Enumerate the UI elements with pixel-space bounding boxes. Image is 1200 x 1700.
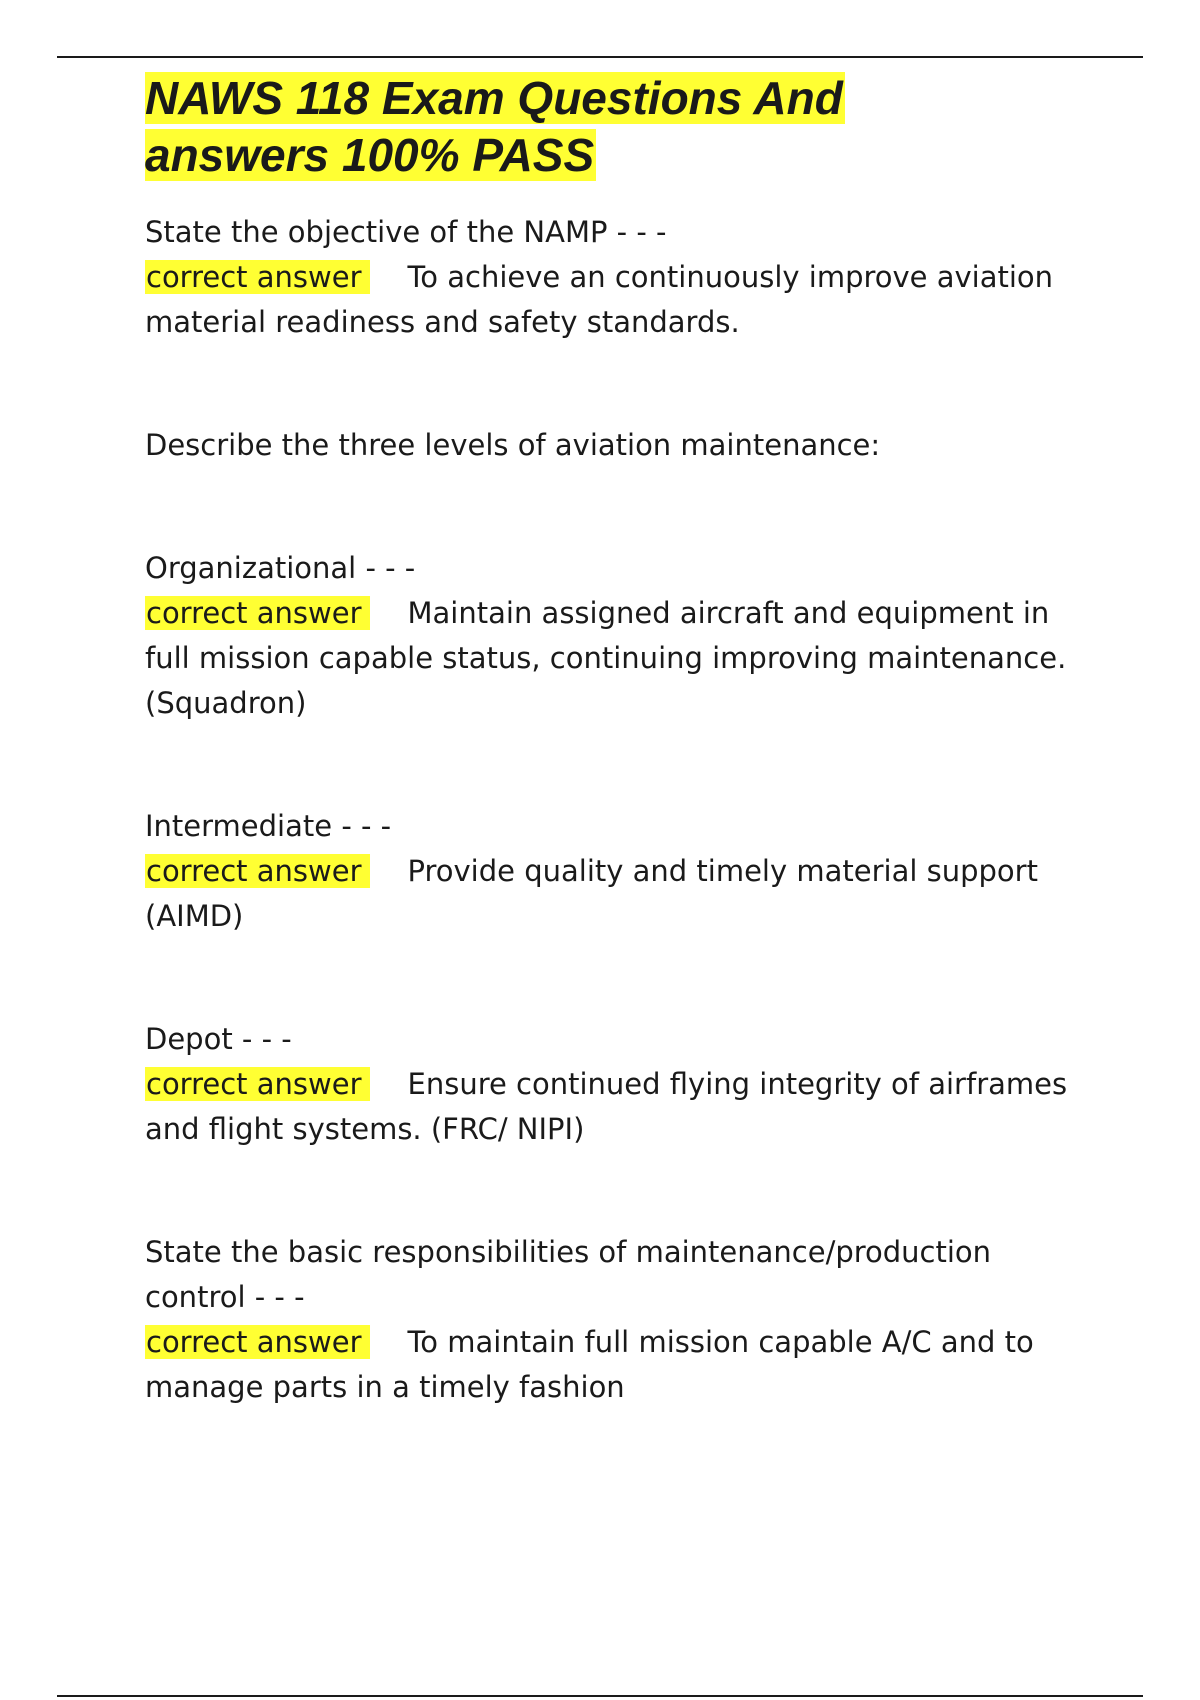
answer-block xyxy=(145,1320,1085,1410)
answer-marker: correct answer xyxy=(145,1067,370,1101)
document-body xyxy=(145,210,1085,1410)
answer-marker: correct answer xyxy=(145,1325,370,1359)
qa-item-namp-objective xyxy=(145,210,1085,345)
answer-block xyxy=(145,849,1085,939)
question-text: Depot - - - xyxy=(145,1022,292,1056)
answer-text: Maintain assigned aircraft and equipment in full mission capable status, continuing improving maintenance. (Squadron) xyxy=(145,596,1067,720)
bottom-rule xyxy=(57,1695,1143,1697)
qa-item-depot xyxy=(145,1017,1085,1152)
answer-block xyxy=(145,591,1085,726)
answer-text: Ensure continued flying integrity of airframes and flight systems. (FRC/ NIPI) xyxy=(145,1067,1068,1146)
heading-text: Describe the three levels of aviation maintenance: xyxy=(145,428,881,462)
answer-text: Provide quality and timely material support (AIMD) xyxy=(145,854,1038,933)
answer-block xyxy=(145,1062,1085,1152)
answer-block xyxy=(145,255,1085,345)
qa-item-production-control xyxy=(145,1230,1085,1410)
title-line-2: answers 100% PASS xyxy=(145,129,595,181)
answer-marker: correct answer xyxy=(145,260,370,294)
question-text: State the basic responsibilities of maintenance/production control - - - xyxy=(145,1235,992,1314)
qa-item-organizational xyxy=(145,546,1085,726)
question-text: Intermediate - - - xyxy=(145,809,392,843)
answer-text: To maintain full mission capable A/C and to manage parts in a timely fashion xyxy=(145,1325,1034,1404)
document-title xyxy=(145,70,845,184)
top-rule xyxy=(57,56,1143,58)
title-line-1: NAWS 118 Exam Questions And xyxy=(145,72,843,124)
answer-marker: correct answer xyxy=(145,854,370,888)
question-text: Organizational - - - xyxy=(145,551,416,585)
section-heading-maintenance-levels xyxy=(145,423,1085,468)
answer-marker: correct answer xyxy=(145,596,370,630)
answer-text: To achieve an continuously improve aviation material readiness and safety standards. xyxy=(145,260,1054,339)
question-text: State the objective of the NAMP - - - xyxy=(145,215,667,249)
qa-item-intermediate xyxy=(145,804,1085,939)
